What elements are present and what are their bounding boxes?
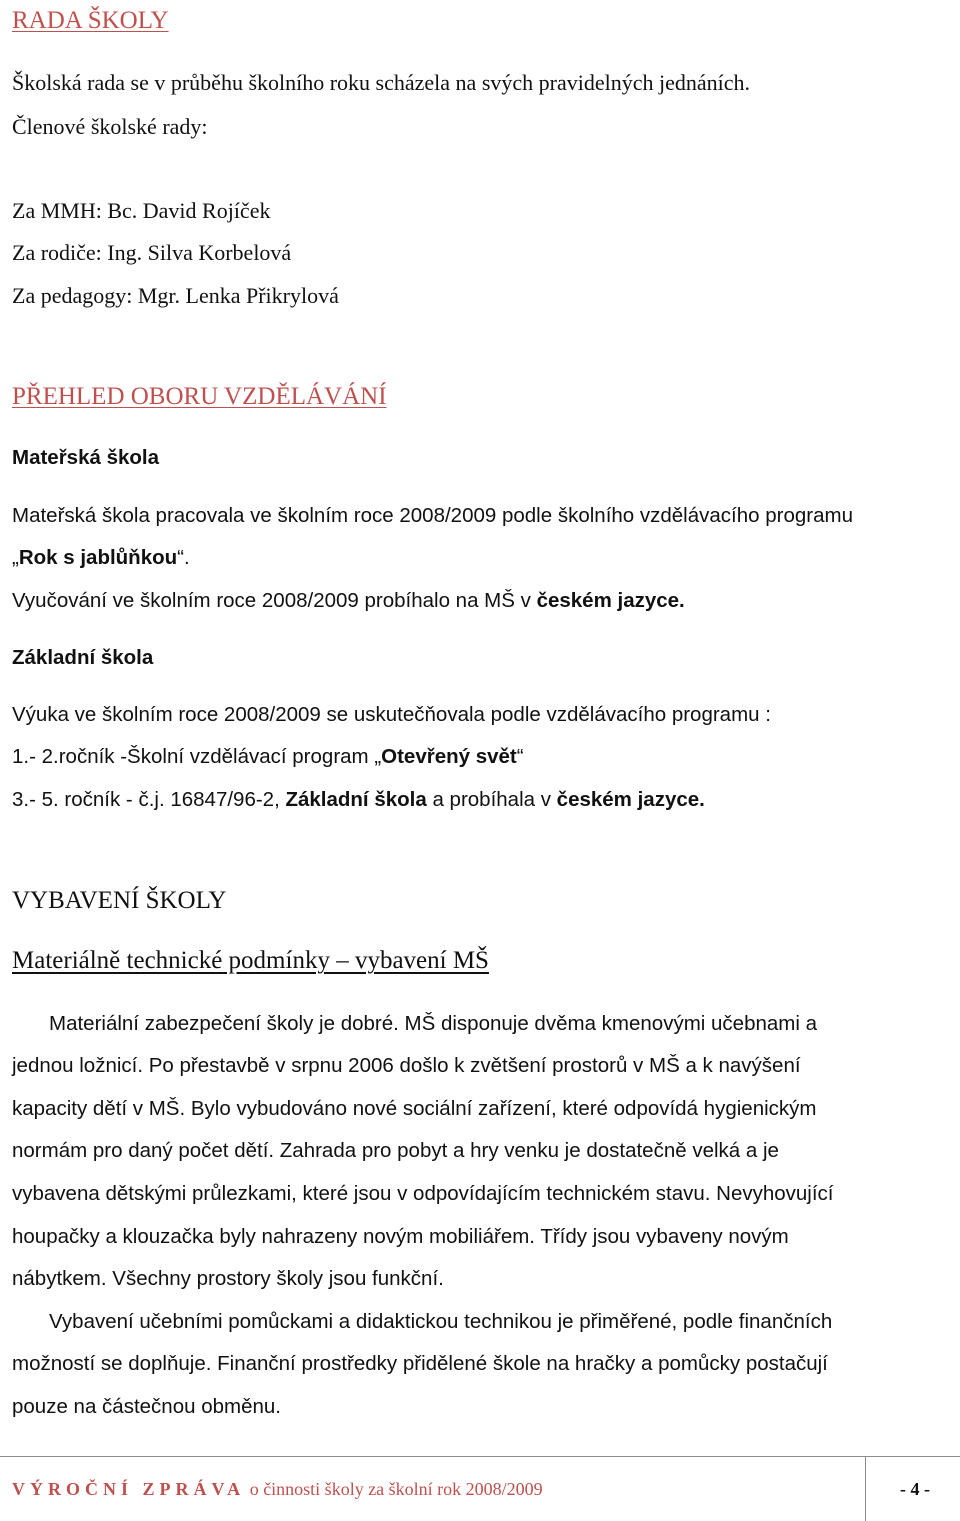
paragraph-line: vybavena dětskými průlezkami, které jsou v odpovídajícím technickém stavu. Nevyhovující xyxy=(12,1182,834,1205)
footer-divider xyxy=(865,1457,866,1521)
equipment-subheading: Materiálně technické podmínky – vybavení MŠ xyxy=(12,947,489,974)
paragraph-line: pouze na částečnou obměnu. xyxy=(12,1395,281,1418)
member-line: Za rodiče: Ing. Silva Korbelová xyxy=(12,240,292,265)
kindergarten-language: Vyučování ve školním roce 2008/2009 probíhalo na MŠ v českém jazyce. xyxy=(12,589,685,612)
page-footer xyxy=(0,1456,960,1521)
page-number: - 4 - xyxy=(900,1479,930,1499)
section-heading-equipment: VYBAVENÍ ŠKOLY xyxy=(12,887,227,914)
footer-title xyxy=(12,1477,543,1501)
paragraph-line: Materiální zabezpečení školy je dobré. MŠ disponuje dvěma kmenovými učebnami a xyxy=(49,1012,817,1035)
paragraph-line: Vybavení učebními pomůckami a didaktickou technikou je přiměřené, podle finančních xyxy=(49,1310,833,1333)
members-label: Členové školské rady: xyxy=(12,114,208,139)
footer-title-rest: o činnosti školy za školní rok 2008/2009 xyxy=(249,1479,543,1499)
school-board-intro: Školská rada se v průběhu školního roku scházela na svých pravidelných jednáních. xyxy=(12,70,751,95)
elementary-grades-3-5: 3.- 5. ročník - č.j. 16847/96-2, Základní škola a probíhala v českém jazyce. xyxy=(12,788,705,811)
paragraph-line: nábytkem. Všechny prostory školy jsou funkční. xyxy=(12,1267,444,1290)
kindergarten-program: „Rok s jablůňkou“. xyxy=(12,546,190,569)
paragraph-line: houpačky a klouzačka byly nahrazeny novým mobiliářem. Třídy jsou vybaveny novým xyxy=(12,1225,789,1248)
kindergarten-title: Mateřská škola xyxy=(12,446,160,469)
elementary-text: Výuka ve školním roce 2008/2009 se uskutečňovala podle vzdělávacího programu : xyxy=(12,703,771,726)
footer-title-spaced: VÝROČNÍ ZPRÁVA xyxy=(12,1479,246,1499)
program-name: Rok s jablůňkou xyxy=(18,546,178,569)
paragraph-line: normám pro daný počet dětí. Zahrada pro pobyt a hry venku je dostatečně velká a je xyxy=(12,1139,779,1162)
section-heading-education: PŘEHLED OBORU VZDĚLÁVÁNÍ xyxy=(12,383,387,410)
section-heading-school-board: RADA ŠKOLY xyxy=(12,7,169,34)
elementary-grades-1-2: 1.- 2.ročník -Školní vzdělávací program „Otevřený svět“ xyxy=(12,745,524,768)
paragraph-line: jednou ložnicí. Po přestavbě v srpnu 2006 došlo k zvětšení prostorů v MŠ a k navýšení xyxy=(12,1054,801,1077)
member-line: Za MMH: Bc. David Rojíček xyxy=(12,198,271,223)
elementary-title: Základní škola xyxy=(12,646,154,669)
paragraph-line: kapacity dětí v MŠ. Bylo vybudováno nové sociální zařízení, které odpovídá hygienickým xyxy=(12,1097,817,1120)
kindergarten-text: Mateřská škola pracovala ve školním roce 2008/2009 podle školního vzdělávacího programu xyxy=(12,504,853,527)
member-line: Za pedagogy: Mgr. Lenka Přikrylová xyxy=(12,283,339,308)
paragraph-line: možností se doplňuje. Finanční prostředky přidělené škole na hračky a pomůcky postačují xyxy=(12,1352,828,1375)
